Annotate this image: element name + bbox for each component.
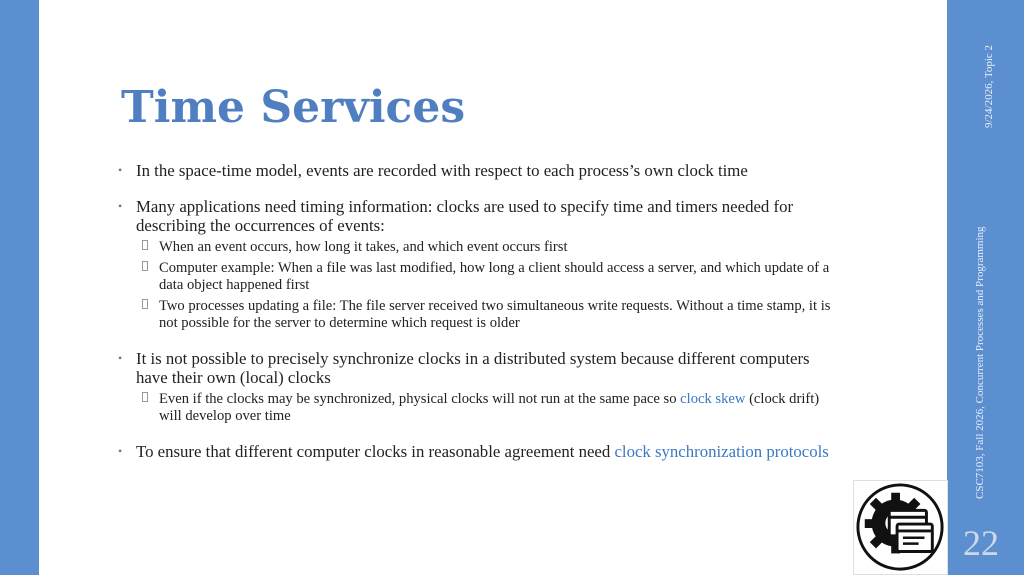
slide-content [118, 161, 838, 478]
sub-bullet-text: Computer example: When a file was last modified, how long a client should access a server, and which update of a data object happened first [159, 260, 830, 293]
clock-skew-link[interactable]: clock skew [680, 391, 746, 407]
gear-monitor-icon [854, 481, 947, 574]
sub-bullet [136, 239, 838, 256]
page-number: 22 [963, 523, 999, 563]
left-accent-band [0, 0, 39, 575]
bullet-3 [118, 349, 838, 425]
sub-bullet [136, 298, 838, 332]
course-label: CSC7103, Fall 2026, Concurrent Processes and Programming [974, 226, 986, 499]
bullet-3-subitems [136, 391, 838, 425]
bullet-marker: • [118, 351, 123, 365]
bullet-3-text: It is not possible to precisely synchronize clocks in a distributed system because different computers have their own (local) clocks [136, 349, 810, 387]
sub-bullet [136, 391, 838, 425]
bullet-4 [118, 442, 838, 461]
date-topic-label: 9/24/2026, Topic 2 [983, 44, 995, 128]
sub-bullet-text-after: (clock drift) will develop over time [159, 391, 820, 424]
sub-bullet-marker [142, 261, 148, 271]
course-logo [853, 480, 948, 575]
bullet-1-text: In the space-time model, events are recorded with respect to each process’s own clock time [136, 161, 748, 180]
bullet-2-text: Many applications need timing information: clocks are used to specify time and timers needed for describing the occurrences of events: [136, 197, 794, 235]
bullet-marker: • [118, 163, 123, 177]
clock-sync-protocols-link[interactable]: clock synchronization protocols [614, 442, 829, 461]
sub-bullet-marker [142, 299, 148, 309]
bullet-marker: • [118, 199, 123, 213]
bullet-marker: • [118, 444, 123, 458]
sub-bullet-marker [142, 392, 148, 402]
bullet-1 [118, 161, 838, 180]
sub-bullet-text: When an event occurs, how long it takes, and which event occurs first [159, 239, 568, 255]
sub-bullet-text-before: Even if the clocks may be synchronized, physical clocks will not run at the same pace so [159, 391, 681, 407]
sub-bullet-text: Two processes updating a file: The file server received two simultaneous write requests. Without a time stamp, it is not possible for the server to determine which request is older [159, 298, 831, 331]
bullet-2 [118, 197, 838, 332]
bullet-4-text: To ensure that different computer clocks in reasonable agreement need [136, 442, 615, 461]
sub-bullet-marker [142, 240, 148, 250]
sub-bullet [136, 260, 838, 294]
slide-title: Time Services [121, 82, 466, 133]
bullet-2-subitems [136, 239, 838, 332]
